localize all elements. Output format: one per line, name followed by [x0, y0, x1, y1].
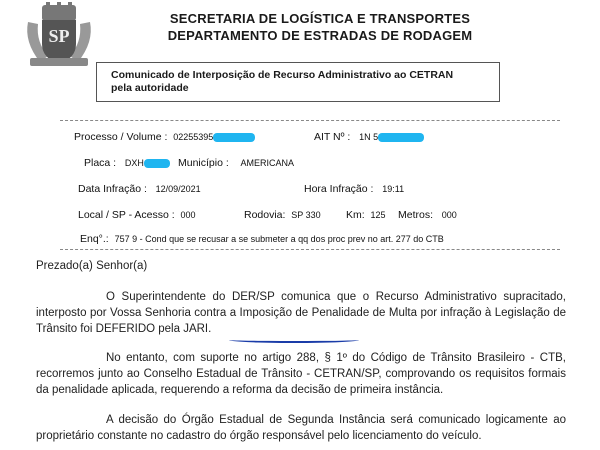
hora-infracao-field	[304, 183, 404, 195]
enquadramento-value: 757 9 - Cond que se recusar a se submeter a qq dos proc prev no art. 277 do CTB	[114, 234, 444, 244]
processo-field	[74, 131, 255, 143]
rodovia-label: Rodovia:	[244, 209, 286, 221]
notice-title-line1: Comunicado de Interposição de Recurso Administrativo ao CETRAN	[111, 69, 454, 81]
placa-value: DXH	[124, 158, 144, 168]
data-infracao-label: Data Infração :	[78, 183, 147, 195]
ait-value: 1N 5	[359, 132, 379, 142]
handwritten-underline	[229, 337, 359, 343]
metros-label: Metros:	[398, 209, 434, 221]
paragraph-1: O Superintendente do DER/SP comunica que o Recurso Administrativo supracitado, interposto por Vossa Senhoria contra a Imposição de Penalidade de Multa por infração à Legislação de Trânsito foi DEFERIDO pela JARI.	[36, 291, 566, 335]
local-value: 000	[180, 210, 196, 220]
paragraph-3: A decisão do Órgão Estadual de Segunda Instância será comunicado logicamente ao proprietário constante no cadastro do órgão responsável pelo licenciamento do veículo.	[36, 414, 566, 442]
sp-crest-icon	[22, 2, 96, 68]
processo-label: Processo / Volume :	[74, 131, 168, 143]
metros-value: 000	[441, 210, 457, 220]
ait-label: AIT Nº :	[314, 131, 351, 143]
municipio-field	[178, 157, 294, 169]
placa-field	[84, 157, 170, 169]
letterhead-line1: SECRETARIA DE LOGÍSTICA E TRANSPORTES	[169, 11, 471, 26]
municipio-value: AMERICANA	[240, 158, 294, 168]
local-label: Local / SP - Acesso :	[78, 209, 175, 221]
rodovia-value: SP 330	[291, 210, 321, 220]
km-field	[346, 209, 386, 221]
enquadramento-field	[80, 233, 444, 245]
hora-infracao-value: 19:11	[382, 184, 405, 194]
rodovia-field	[244, 209, 321, 221]
metros-field	[398, 209, 457, 221]
paragraph-2: No entanto, com suporte no artigo 288, § 1º do Código de Trânsito Brasileiro - CTB, recorremos junto ao Conselho Estadual de Trânsito - CETRAN/SP, comprovando os requisitos formais da penalidade aplicada, requerendo a reforma da decisão de primeira instância.	[36, 352, 566, 396]
km-label: Km:	[346, 209, 365, 221]
local-field	[78, 209, 196, 221]
redaction-mark	[213, 133, 255, 142]
letterhead	[110, 10, 530, 44]
notice-title-line2: pela autoridade	[111, 82, 189, 94]
letterhead-line2: DEPARTAMENTO DE ESTRADAS DE RODAGEM	[167, 28, 473, 43]
data-infracao-value: 12/09/2021	[155, 184, 201, 194]
data-infracao-field	[78, 183, 201, 195]
placa-label: Placa :	[84, 157, 117, 169]
notice-title-box	[96, 62, 500, 102]
ait-field	[314, 131, 424, 143]
greeting: Prezado(a) Senhor(a)	[36, 260, 148, 272]
redaction-mark	[378, 133, 424, 142]
hora-infracao-label: Hora Infração :	[304, 183, 374, 195]
enquadramento-label: Enq°.:	[80, 233, 109, 245]
municipio-label: Município :	[178, 157, 229, 169]
infraction-details	[60, 120, 560, 250]
km-value: 125	[370, 210, 386, 220]
svg-text:SP: SP	[48, 26, 70, 46]
redaction-mark	[144, 159, 170, 168]
processo-value: 02255395	[173, 132, 214, 142]
